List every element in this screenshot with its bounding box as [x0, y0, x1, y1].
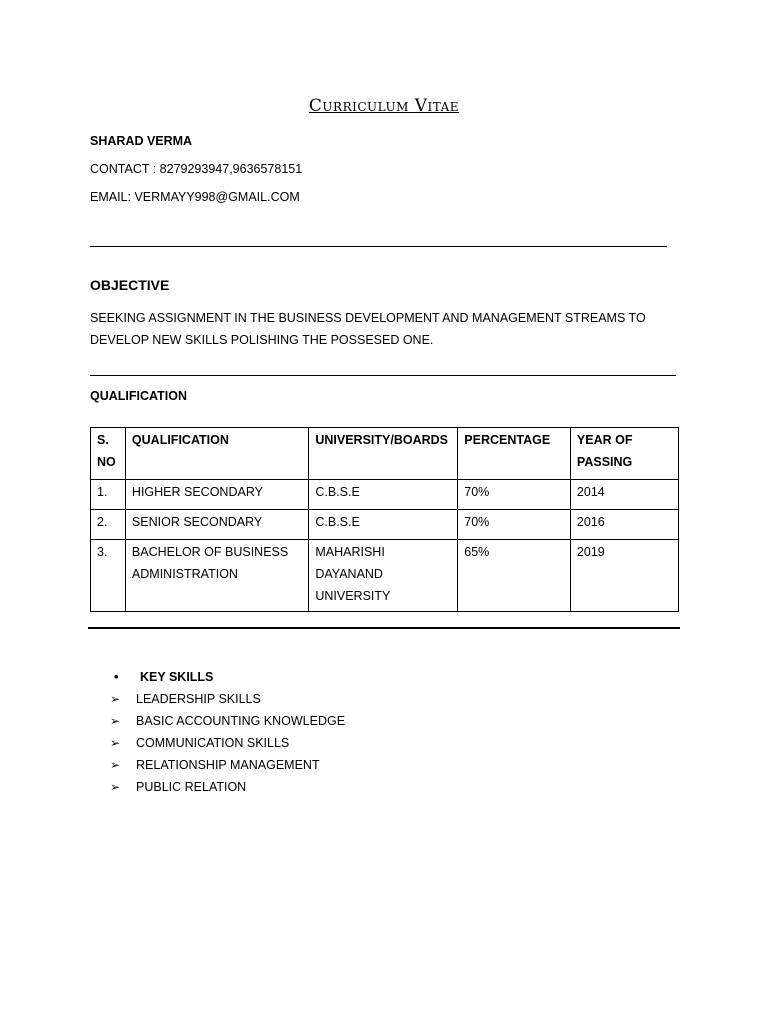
list-item: [110, 712, 345, 734]
cell-year: 2014: [570, 480, 678, 510]
arrow-bullet-icon: ➢: [110, 736, 121, 750]
cell-university: C.B.S.E: [309, 480, 458, 510]
list-item: [110, 734, 345, 756]
bullet-dot-icon: •: [114, 669, 119, 684]
cell-qualification: BACHELOR OF BUSINESS ADMINISTRATION: [125, 540, 308, 612]
section-divider-thick: [88, 627, 680, 629]
objective-text: SEEKING ASSIGNMENT IN THE BUSINESS DEVELOPMENT AND MANAGEMENT STREAMS TO DEVELOP NEW SKILLS POLISHING THE POSSESED ONE.: [90, 311, 646, 347]
table-row: [91, 510, 679, 540]
list-item: [110, 756, 345, 778]
skill-label: PUBLIC RELATION: [136, 780, 247, 794]
cell-sno: 1.: [91, 480, 126, 510]
list-item: [110, 778, 345, 800]
header-year: YEAR OF PASSING: [570, 428, 678, 480]
table-row: [91, 480, 679, 510]
section-divider: [90, 375, 676, 376]
arrow-bullet-icon: ➢: [110, 692, 121, 706]
skill-label: RELATIONSHIP MANAGEMENT: [136, 758, 320, 772]
header-percentage: PERCENTAGE: [458, 428, 571, 480]
header-sno: S. NO: [91, 428, 126, 480]
contact-numbers: CONTACT : 8279293947,9636578151: [90, 162, 303, 176]
skill-label: BASIC ACCOUNTING KNOWLEDGE: [136, 714, 346, 728]
objective-heading: OBJECTIVE: [90, 277, 170, 293]
cell-university: C.B.S.E: [309, 510, 458, 540]
table-row: [91, 540, 679, 612]
cell-percentage: 70%: [458, 480, 571, 510]
cell-year: 2019: [570, 540, 678, 612]
email-address: EMAIL: VERMAYY998@GMAIL.COM: [90, 190, 300, 204]
header-university: UNIVERSITY/BOARDS: [309, 428, 458, 480]
arrow-bullet-icon: ➢: [110, 758, 121, 772]
cell-qualification: HIGHER SECONDARY: [125, 480, 308, 510]
cell-year: 2016: [570, 510, 678, 540]
arrow-bullet-icon: ➢: [110, 780, 121, 794]
cell-sno: 3.: [91, 540, 126, 612]
document-title: Curriculum Vitae: [308, 96, 460, 116]
skill-label: LEADERSHIP SKILLS: [136, 692, 261, 706]
qualification-table: [90, 427, 679, 612]
cell-university: MAHARISHI DAYANAND UNIVERSITY: [309, 540, 458, 612]
arrow-bullet-icon: ➢: [110, 714, 121, 728]
cell-sno: 2.: [91, 510, 126, 540]
candidate-name: SHARAD VERMA: [90, 134, 193, 148]
table-header-row: [91, 428, 679, 480]
qualification-heading: QUALIFICATION: [90, 389, 187, 403]
section-divider: [90, 246, 667, 247]
key-skills-heading-label: KEY SKILLS: [140, 670, 214, 684]
key-skills-list: [110, 668, 345, 800]
cell-percentage: 70%: [458, 510, 571, 540]
skill-label: COMMUNICATION SKILLS: [136, 736, 290, 750]
key-skills-heading: [110, 668, 345, 690]
header-qualification: QUALIFICATION: [125, 428, 308, 480]
cell-percentage: 65%: [458, 540, 571, 612]
list-item: [110, 690, 345, 712]
cell-qualification: SENIOR SECONDARY: [125, 510, 308, 540]
